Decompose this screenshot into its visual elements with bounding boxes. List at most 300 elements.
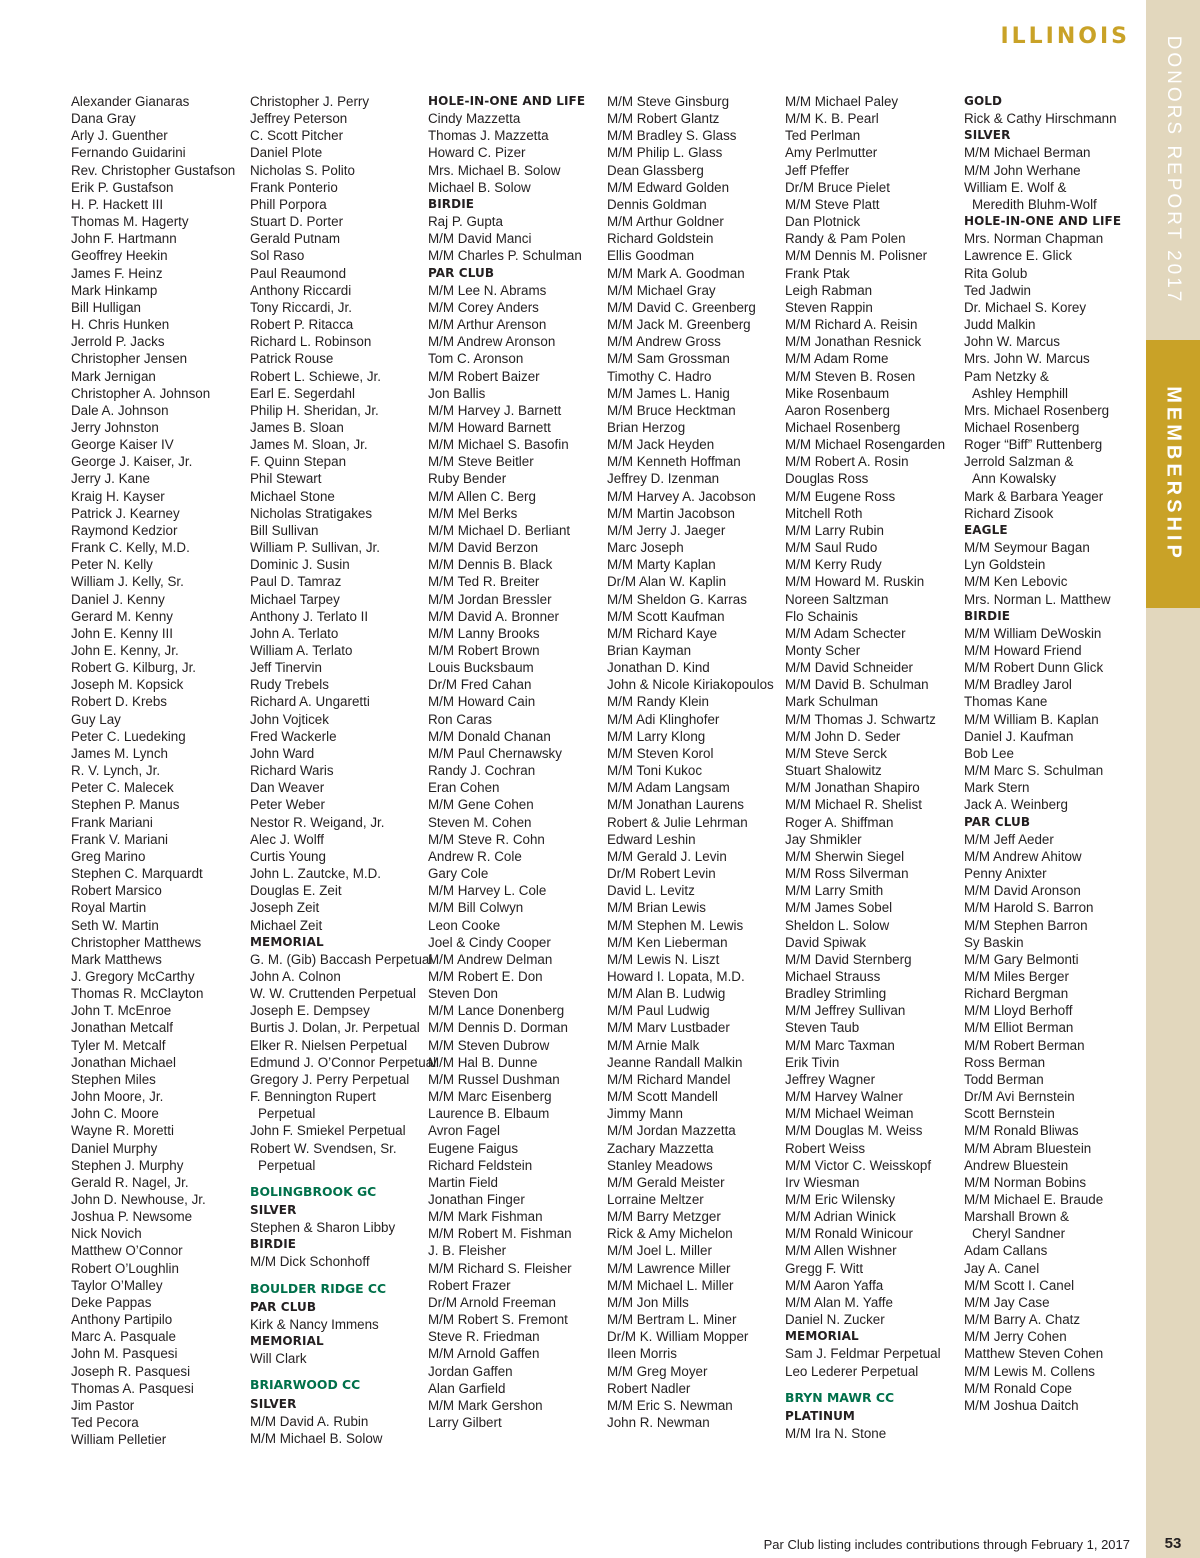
donor-name: M/M Corey Anders [428, 299, 539, 315]
level-heading: PAR CLUB [250, 1299, 317, 1314]
donor-name: Fred Wackerle [250, 728, 337, 744]
donor-name: Pam Netzky & [964, 368, 1049, 384]
donor-name: Edmund J. O’Connor Perpetual [250, 1054, 437, 1070]
donor-name: Jim Pastor [71, 1397, 135, 1413]
donor-name: Richard Zisook [964, 505, 1054, 521]
donor-name: Daniel Murphy [71, 1140, 158, 1156]
donor-name: Jay A. Canel [964, 1260, 1040, 1276]
donor-name: Taylor O’Malley [71, 1277, 163, 1293]
donor-name: M/M Miles Berger [964, 968, 1069, 984]
donor-name: M/M Lanny Brooks [428, 625, 540, 641]
donor-name: M/M Sherwin Siegel [785, 848, 905, 864]
donor-name: Jon Ballis [428, 385, 486, 401]
donor-name: Jerry Johnston [71, 419, 159, 435]
donor-name: M/M John D. Seder [785, 728, 901, 744]
donor-name: Amy Perlmutter [785, 145, 878, 161]
sidebar-report-band [1146, 0, 1200, 340]
donor-name: M/M Steven Korol [607, 745, 714, 761]
donor-name: Daniel N. Zucker [785, 1312, 885, 1328]
level-heading: MEMORIAL [785, 1329, 859, 1344]
donor-name: Robert L. Schiewe, Jr. [250, 368, 381, 384]
sidebar [1146, 0, 1200, 1558]
donor-name: Anthony Riccardi [250, 282, 352, 298]
donor-name: John T. McEnroe [71, 1003, 172, 1019]
donor-name: M/M Robert Berman [964, 1037, 1085, 1053]
donor-name: John F. Hartmann [71, 231, 177, 247]
donor-name: M/M Jon Mills [607, 1294, 689, 1310]
donor-name: M/M Ronald Bliwas [964, 1123, 1079, 1139]
donor-name: M/M Gerald Meister [607, 1174, 725, 1190]
donor-name: Leigh Rabman [785, 282, 873, 298]
donor-name: M/M Adam Langsam [607, 780, 730, 796]
donor-name: M/M K. B. Pearl [785, 111, 879, 127]
donor-name: Stephen J. Murphy [71, 1157, 184, 1173]
donor-name: John C. Moore [71, 1106, 159, 1122]
donor-name: M/M Randy Klein [607, 694, 709, 710]
donor-name: M/M Thomas J. Schwartz [785, 711, 936, 727]
donor-name: Joseph Zeit [250, 900, 320, 916]
donor-name: Jordan Gaffen [428, 1363, 513, 1379]
donor-name: Jimmy Mann [607, 1106, 683, 1122]
donor-name: Anthony Partipilo [71, 1312, 173, 1328]
level-heading: BIRDIE [250, 1237, 297, 1252]
donor-name: M/M Ross Silverman [785, 866, 909, 882]
donor-name: Dale A. Johnson [71, 402, 169, 418]
donor-name: C. Scott Pitcher [250, 128, 344, 144]
donor-name: Michael Rosenberg [964, 419, 1080, 435]
donor-name: Stephen Miles [71, 1071, 156, 1087]
donor-name: M/M Bill Colwyn [428, 900, 524, 916]
donor-name: Stephen C. Marquardt [71, 866, 203, 882]
donor-name: Andrew R. Cole [428, 848, 522, 864]
donor-name: Mrs. Michael Rosenberg [964, 402, 1110, 418]
donor-name: M/M Adrian Winick [785, 1209, 896, 1225]
donor-name: John E. Kenny III [71, 625, 173, 641]
donor-name: Marc Joseph [607, 540, 684, 556]
donor-name: Steven M. Cohen [428, 814, 532, 830]
donor-name: M/M Paul Ludwig [607, 1003, 710, 1019]
donor-name: W. W. Cruttenden Perpetual [250, 986, 416, 1002]
level-heading: BIRDIE [428, 196, 475, 211]
donor-name: M/M Michael L. Miller [607, 1277, 734, 1293]
donor-name: Richard Bergman [964, 986, 1069, 1002]
donor-name: M/M Seymour Bagan [964, 540, 1090, 556]
donor-name: Peter C. Luedeking [71, 728, 186, 744]
donor-name: Daniel J. Kenny [71, 591, 165, 607]
donor-name: Jerrold Salzman & [964, 454, 1074, 470]
donor-name: M/M Eric S. Newman [607, 1397, 733, 1413]
donor-name: David L. Levitz [607, 883, 695, 899]
donor-name: M/M Mark A. Goodman [607, 265, 745, 281]
donor-name: F. Quinn Stepan [250, 454, 347, 470]
donor-name: Raymond Kedzior [71, 522, 178, 538]
donor-name: Paul D. Tamraz [250, 574, 342, 590]
level-heading: PLATINUM [785, 1408, 855, 1423]
donor-name: Jonathan D. Kind [607, 660, 710, 676]
donor-name: Bob Lee [964, 745, 1014, 761]
donor-name: M/M Ted R. Breiter [428, 574, 540, 590]
donor-name: M/M Harvey L. Cole [428, 883, 547, 899]
club-heading: BRYN MAWR CC [785, 1389, 895, 1405]
donor-name: M/M Robert Dunn Glick [964, 660, 1104, 676]
donor-name: M/M Lance Donenberg [428, 1003, 565, 1019]
donor-name: Matthew O’Connor [71, 1243, 183, 1259]
donor-name: M/M Jeff Aeder [964, 831, 1054, 847]
donor-name: Thomas A. Pasquesi [71, 1380, 194, 1396]
donor-name: Daniel J. Kaufman [964, 728, 1074, 744]
donor-name: John Vojticek [250, 711, 329, 727]
donor-column-3 [428, 93, 600, 1431]
donor-name: Roger “Biff” Ruttenberg [964, 437, 1103, 453]
donor-name: M/M Ronald Winicour [785, 1226, 913, 1242]
donor-name: Anthony J. Terlato II [250, 608, 369, 624]
donor-name: M/M Mel Berks [428, 505, 518, 521]
level-heading: MEMORIAL [250, 1334, 324, 1349]
donor-name: M/M Jonathan Resnick [785, 334, 922, 350]
donor-name: Frank Mariani [71, 814, 153, 830]
donor-name: Sam J. Feldmar Perpetual [785, 1346, 941, 1362]
donor-name: Todd Berman [964, 1071, 1044, 1087]
donor-name: M/M Bradley S. Glass [607, 128, 737, 144]
donor-name: Richard Goldstein [607, 231, 714, 247]
donor-name: Thomas J. Mazzetta [428, 128, 549, 144]
donor-name: Sy Baskin [964, 934, 1024, 950]
donor-name: M/M Andrew Delman [428, 951, 553, 967]
donor-name: M/M David A. Bronner [428, 608, 559, 624]
donor-name: Dan Plotnick [785, 214, 861, 230]
donor-name: H. Chris Hunken [71, 317, 170, 333]
donor-name: Aaron Rosenberg [785, 402, 890, 418]
donor-name: M/M Steven Dubrow [428, 1037, 550, 1053]
donor-name: M/M Sam Grossman [607, 351, 730, 367]
donor-name: Tom C. Aronson [428, 351, 524, 367]
donor-name: Rick & Cathy Hirschmann [964, 111, 1117, 127]
donor-name: M/M Douglas M. Weiss [785, 1123, 923, 1139]
donor-name: Jerrold P. Jacks [71, 334, 165, 350]
donor-name: Martin Field [428, 1174, 498, 1190]
donor-name: Scott Bernstein [964, 1106, 1055, 1122]
donor-name: M/M Gary Belmonti [964, 951, 1079, 967]
donor-name: Eran Cohen [428, 780, 500, 796]
donor-name: William P. Sullivan, Jr. [250, 540, 380, 556]
club-heading: BOLINGBROOK GC [250, 1183, 377, 1199]
donor-name-continuation: Ann Kowalsky [972, 471, 1057, 487]
donor-name: M/M Jay Case [964, 1294, 1050, 1310]
donor-name: M/M Richard A. Reisin [785, 317, 918, 333]
level-heading: MEMORIAL [250, 934, 324, 949]
donor-name: John F. Smiekel Perpetual [250, 1123, 406, 1139]
donor-name: M/M Mark Gershon [428, 1397, 543, 1413]
donor-name: M/M Dennis M. Polisner [785, 248, 928, 264]
donor-name: Jeanne Randall Malkin [607, 1054, 743, 1070]
donor-name: J. B. Fleisher [428, 1243, 507, 1259]
donor-name: M/M Dennis D. Dorman [428, 1020, 568, 1036]
donor-name: Mark Schulman [785, 694, 879, 710]
level-heading: HOLE-IN-ONE AND LIFE [428, 94, 586, 108]
donor-name: Deke Pappas [71, 1294, 152, 1310]
donor-name: Monty Scher [785, 643, 861, 658]
donor-name: James B. Sloan [250, 419, 344, 435]
donor-name: M/M Ronald Cope [964, 1380, 1072, 1396]
donor-name: Peter N. Kelly [71, 557, 153, 573]
donor-name: Jay Shmikler [785, 831, 862, 847]
donor-name: Mark Matthews [71, 951, 162, 967]
donor-name: M/M Eugene Ross [785, 488, 896, 504]
donor-name: M/M Andrew Aronson [428, 334, 556, 350]
donor-name: Seth W. Martin [71, 917, 159, 933]
donor-name: M/M David A. Rubin [250, 1413, 369, 1429]
donor-name: M/M Larry Rubin [785, 522, 884, 538]
donor-name: Daniel Plote [250, 145, 323, 161]
donor-name-continuation: Meredith Bluhm-Wolf [972, 196, 1097, 212]
donor-name: M/M Harvey A. Jacobson [607, 488, 756, 504]
donor-name: Philip H. Sheridan, Jr. [250, 402, 379, 418]
donor-name: Robert D. Krebs [71, 694, 168, 710]
donor-name: Mrs. Michael B. Solow [428, 162, 561, 178]
donor-name: M/M Allen Wishner [785, 1243, 897, 1259]
donor-name: Jeffrey Wagner [785, 1071, 876, 1087]
page-number: 53 [1164, 1535, 1182, 1552]
donor-name: Joshua P. Newsome [71, 1209, 193, 1225]
donor-name: Christopher A. Johnson [71, 385, 211, 401]
donor-name: M/M Steve Serck [785, 745, 887, 761]
donor-name: Ross Berman [964, 1054, 1046, 1070]
donor-name: M/M Toni Kukoc [607, 763, 703, 779]
donor-name: M/M Richard Mandel [607, 1071, 731, 1087]
donor-name: Howard C. Pizer [428, 145, 526, 161]
donor-name: M/M Richard Kaye [607, 625, 718, 641]
donor-name: M/M Ira N. Stone [785, 1426, 887, 1442]
donor-name: M/M Robert Glantz [607, 111, 720, 127]
donor-name: M/M Russel Dushman [428, 1071, 560, 1087]
donor-name: M/M Joel L. Miller [607, 1243, 712, 1259]
donor-name: John Ward [250, 745, 315, 761]
donor-name: G. M. (Gib) Baccash Perpetual [250, 951, 433, 967]
club-heading: BRIARWOOD CC [250, 1377, 361, 1393]
donor-name: Tyler M. Metcalf [71, 1037, 166, 1053]
donor-name: M/M Jerry Cohen [964, 1329, 1067, 1345]
donor-name: Gerald Putnam [250, 231, 341, 247]
donor-name: R. V. Lynch, Jr. [71, 763, 161, 779]
donor-name: M/M Martin Jacobson [607, 505, 735, 521]
donor-name: M/M Michael Gray [607, 282, 716, 298]
donor-name: Robert G. Kilburg, Jr. [71, 660, 197, 676]
donor-name: Brian Kayman [607, 643, 692, 658]
donor-name: M/M Robert S. Fremont [428, 1312, 568, 1328]
donor-name: Robert P. Ritacca [250, 317, 354, 333]
donor-name: M/M Arthur Goldner [607, 214, 724, 230]
donor-name: M/M William B. Kaplan [964, 711, 1099, 727]
donor-name: M/M Victor C. Weisskopf [785, 1157, 932, 1173]
donor-name: Rev. Christopher Gustafson [71, 162, 236, 178]
donor-name: Eugene Faigus [428, 1140, 519, 1156]
donor-name: M/M Michael Berman [964, 145, 1091, 161]
donor-name: M/M Michael E. Braude [964, 1192, 1104, 1207]
donor-name: Christopher Jensen [71, 351, 188, 367]
donor-name: Howard I. Lopata, M.D. [607, 968, 745, 984]
donor-name: Douglas E. Zeit [250, 883, 342, 899]
donor-name: Jeffrey D. Izenman [607, 471, 720, 487]
donor-name: Mike Rosenbaum [785, 385, 890, 401]
donor-name: Robert Marsico [71, 883, 162, 899]
donor-name: M/M Marty Kaplan [607, 557, 716, 573]
sidebar-report-label: DONORS REPORT 2017 [1163, 35, 1184, 305]
level-heading: EAGLE [964, 522, 1008, 537]
donor-name: Steven Don [428, 986, 498, 1002]
donor-name: Jeff Pfeffer [785, 162, 850, 178]
donor-name: Robert Frazer [428, 1277, 511, 1293]
donor-name: M/M David Sternberg [785, 951, 912, 967]
donor-name: Jeffrey Peterson [250, 111, 348, 127]
donor-name: M/M Steve Platt [785, 196, 880, 212]
donor-name: Stuart D. Porter [250, 214, 344, 230]
donor-name: M/M Michael R. Shelist [785, 797, 922, 813]
donor-name: Michael Tarpey [250, 591, 340, 607]
donor-name: Roger A. Shiffman [785, 814, 894, 830]
donor-name: M/M Dennis B. Black [428, 557, 553, 573]
donor-name: Dean Glassberg [607, 162, 704, 178]
donor-name: Marc A. Pasquale [71, 1329, 176, 1345]
donor-name: Kirk & Nancy Immens [250, 1316, 379, 1332]
donor-name: M/M Michael D. Berliant [428, 522, 571, 538]
donor-name: Andrew Bluestein [964, 1157, 1069, 1173]
donor-name: M/M Arthur Arenson [428, 317, 547, 333]
donor-name: M/M Alan B. Ludwig [607, 986, 726, 1002]
donor-name: Stanley Meadows [607, 1157, 713, 1173]
donor-name: M/M Robert Brown [428, 643, 540, 658]
donor-name: James M. Sloan, Jr. [250, 437, 368, 453]
state-heading: ILLINOIS [1000, 24, 1130, 49]
donor-name: Michael Zeit [250, 917, 323, 933]
donor-name: Dr/M Arnold Freeman [428, 1294, 556, 1310]
donor-name: M/M Robert Baizer [428, 368, 540, 384]
footer-note: Par Club listing includes contributions through February 1, 2017 [763, 1537, 1130, 1552]
donor-name: Cindy Mazzetta [428, 111, 521, 127]
donor-name: Tony Riccardi, Jr. [250, 299, 352, 315]
level-heading: SILVER [964, 128, 1011, 143]
donor-name: M/M Michael Rosengarden [785, 437, 946, 453]
donor-name: H. P. Hackett III [71, 196, 164, 212]
donor-name: Greg Marino [71, 848, 146, 864]
donor-name: Thomas M. Hagerty [71, 214, 189, 230]
donor-name: Raj P. Gupta [428, 214, 503, 230]
donor-name: M/M Scott I. Canel [964, 1277, 1075, 1293]
donor-name: F. Bennington Rupert [250, 1089, 376, 1105]
donor-name: Lyn Goldstein [964, 557, 1046, 573]
donor-name: Frank V. Mariani [71, 831, 168, 847]
donor-name: Ted Jadwin [964, 282, 1031, 298]
donor-name: Phil Stewart [250, 471, 322, 487]
donor-name: M/M Larry Smith [785, 883, 884, 899]
donor-name: Mrs. Norman L. Matthew [964, 591, 1111, 607]
donor-name: Mrs. Norman Chapman [964, 231, 1104, 247]
donor-name: M/M Mark Fishman [428, 1209, 543, 1225]
donor-name: M/M Gerald J. Levin [607, 848, 727, 864]
donor-name: M/M Ken Lieberman [607, 934, 728, 950]
donor-name: Michael Strauss [785, 968, 881, 984]
donor-name: Stephen P. Manus [71, 797, 180, 813]
donor-name: Flo Schainis [785, 608, 858, 624]
donor-name: John W. Marcus [964, 334, 1060, 350]
donor-name: M/M Ken Lebovic [964, 574, 1068, 590]
donor-name: Arly J. Guenther [71, 128, 168, 144]
donor-name: Nestor R. Weigand, Jr. [250, 814, 385, 830]
donor-name: David Spiwak [785, 934, 867, 950]
donor-name: Dr/M Bruce Pielet [785, 179, 890, 195]
donor-name: Joseph R. Pasquesi [71, 1363, 191, 1379]
donor-name: M/M Kerry Rudy [785, 557, 882, 573]
donor-name: M/M Marc Eisenberg [428, 1089, 552, 1105]
donor-name: M/M Adi Klinghofer [607, 711, 720, 727]
donor-name: M/M Bradley Jarol [964, 677, 1072, 693]
donor-name: M/M Stephen M. Lewis [607, 917, 744, 933]
donor-name: M/M Arnold Gaffen [428, 1346, 540, 1362]
donor-name: Phill Porpora [250, 196, 327, 212]
donor-name: Steven Taub [785, 1020, 860, 1036]
donor-name: John A. Colnon [250, 968, 341, 984]
donor-name: Marshall Brown & [964, 1209, 1069, 1225]
donor-name: Joseph E. Dempsey [250, 1003, 370, 1019]
donor-name: Mitchell Roth [785, 505, 863, 521]
donor-name: William A. Terlato [250, 643, 353, 658]
donor-name: M/M Adam Schecter [785, 625, 906, 641]
donor-name: James M. Lynch [71, 745, 168, 761]
donor-name: Jonathan Finger [428, 1192, 525, 1207]
donor-name: Mark Jernigan [71, 368, 156, 384]
donor-name: Lorraine Meltzer [607, 1192, 704, 1207]
donor-name: James F. Heinz [71, 265, 163, 281]
donor-name-continuation: Cheryl Sandner [972, 1226, 1066, 1242]
donor-name-continuation: Perpetual [258, 1157, 316, 1173]
donor-name: M/M Scott Mandell [607, 1089, 718, 1105]
donor-name: M/M Richard S. Fleisher [428, 1260, 572, 1276]
donor-name: Steve R. Friedman [428, 1329, 540, 1345]
donor-name: Patrick J. Kearney [71, 505, 180, 521]
donor-name: M/M David Manci [428, 231, 532, 247]
donor-name: Steven Rappin [785, 299, 873, 315]
sidebar-section-label: MEMBERSHIP [1162, 386, 1185, 562]
donor-name: John M. Pasquesi [71, 1346, 178, 1362]
donor-name: M/M Barry A. Chatz [964, 1312, 1081, 1328]
donor-name: Guy Lay [71, 711, 121, 727]
level-heading: SILVER [250, 1203, 297, 1217]
donor-name: M/M Saul Rudo [785, 540, 878, 556]
donor-name: M/M David Aronson [964, 883, 1081, 899]
donor-name: Brian Herzog [607, 419, 686, 435]
donor-name: Elker R. Nielsen Perpetual [250, 1037, 408, 1053]
donor-name: M/M Brian Lewis [607, 900, 706, 916]
donor-name: Gary Cole [428, 866, 489, 882]
donor-name: M/M Eric Wilensky [785, 1192, 896, 1207]
donor-name: Ron Caras [428, 711, 493, 727]
donor-name: John R. Newman [607, 1415, 710, 1431]
donor-name: M/M Jonathan Laurens [607, 797, 744, 813]
donor-name: Leon Cooke [428, 917, 501, 933]
donor-name: John Moore, Jr. [71, 1089, 164, 1105]
donor-name: Lawrence E. Glick [964, 248, 1072, 264]
donor-name: Ted Pecora [71, 1415, 139, 1431]
donor-name: Curtis Young [250, 848, 326, 864]
donor-name: Alexander Gianaras [71, 94, 190, 109]
donor-name: M/M Hal B. Dunne [428, 1054, 538, 1070]
donor-name: Richard A. Ungaretti [250, 694, 370, 710]
donor-name: Joel & Cindy Cooper [428, 934, 551, 950]
donor-name: Burtis J. Dolan, Jr. Perpetual [250, 1020, 420, 1036]
donor-name: Richard Feldstein [428, 1157, 533, 1173]
donor-name: Dr/M Alan W. Kaplin [607, 574, 727, 590]
donor-name: M/M Allen C. Berg [428, 488, 536, 504]
donor-name: Dana Gray [71, 111, 136, 127]
